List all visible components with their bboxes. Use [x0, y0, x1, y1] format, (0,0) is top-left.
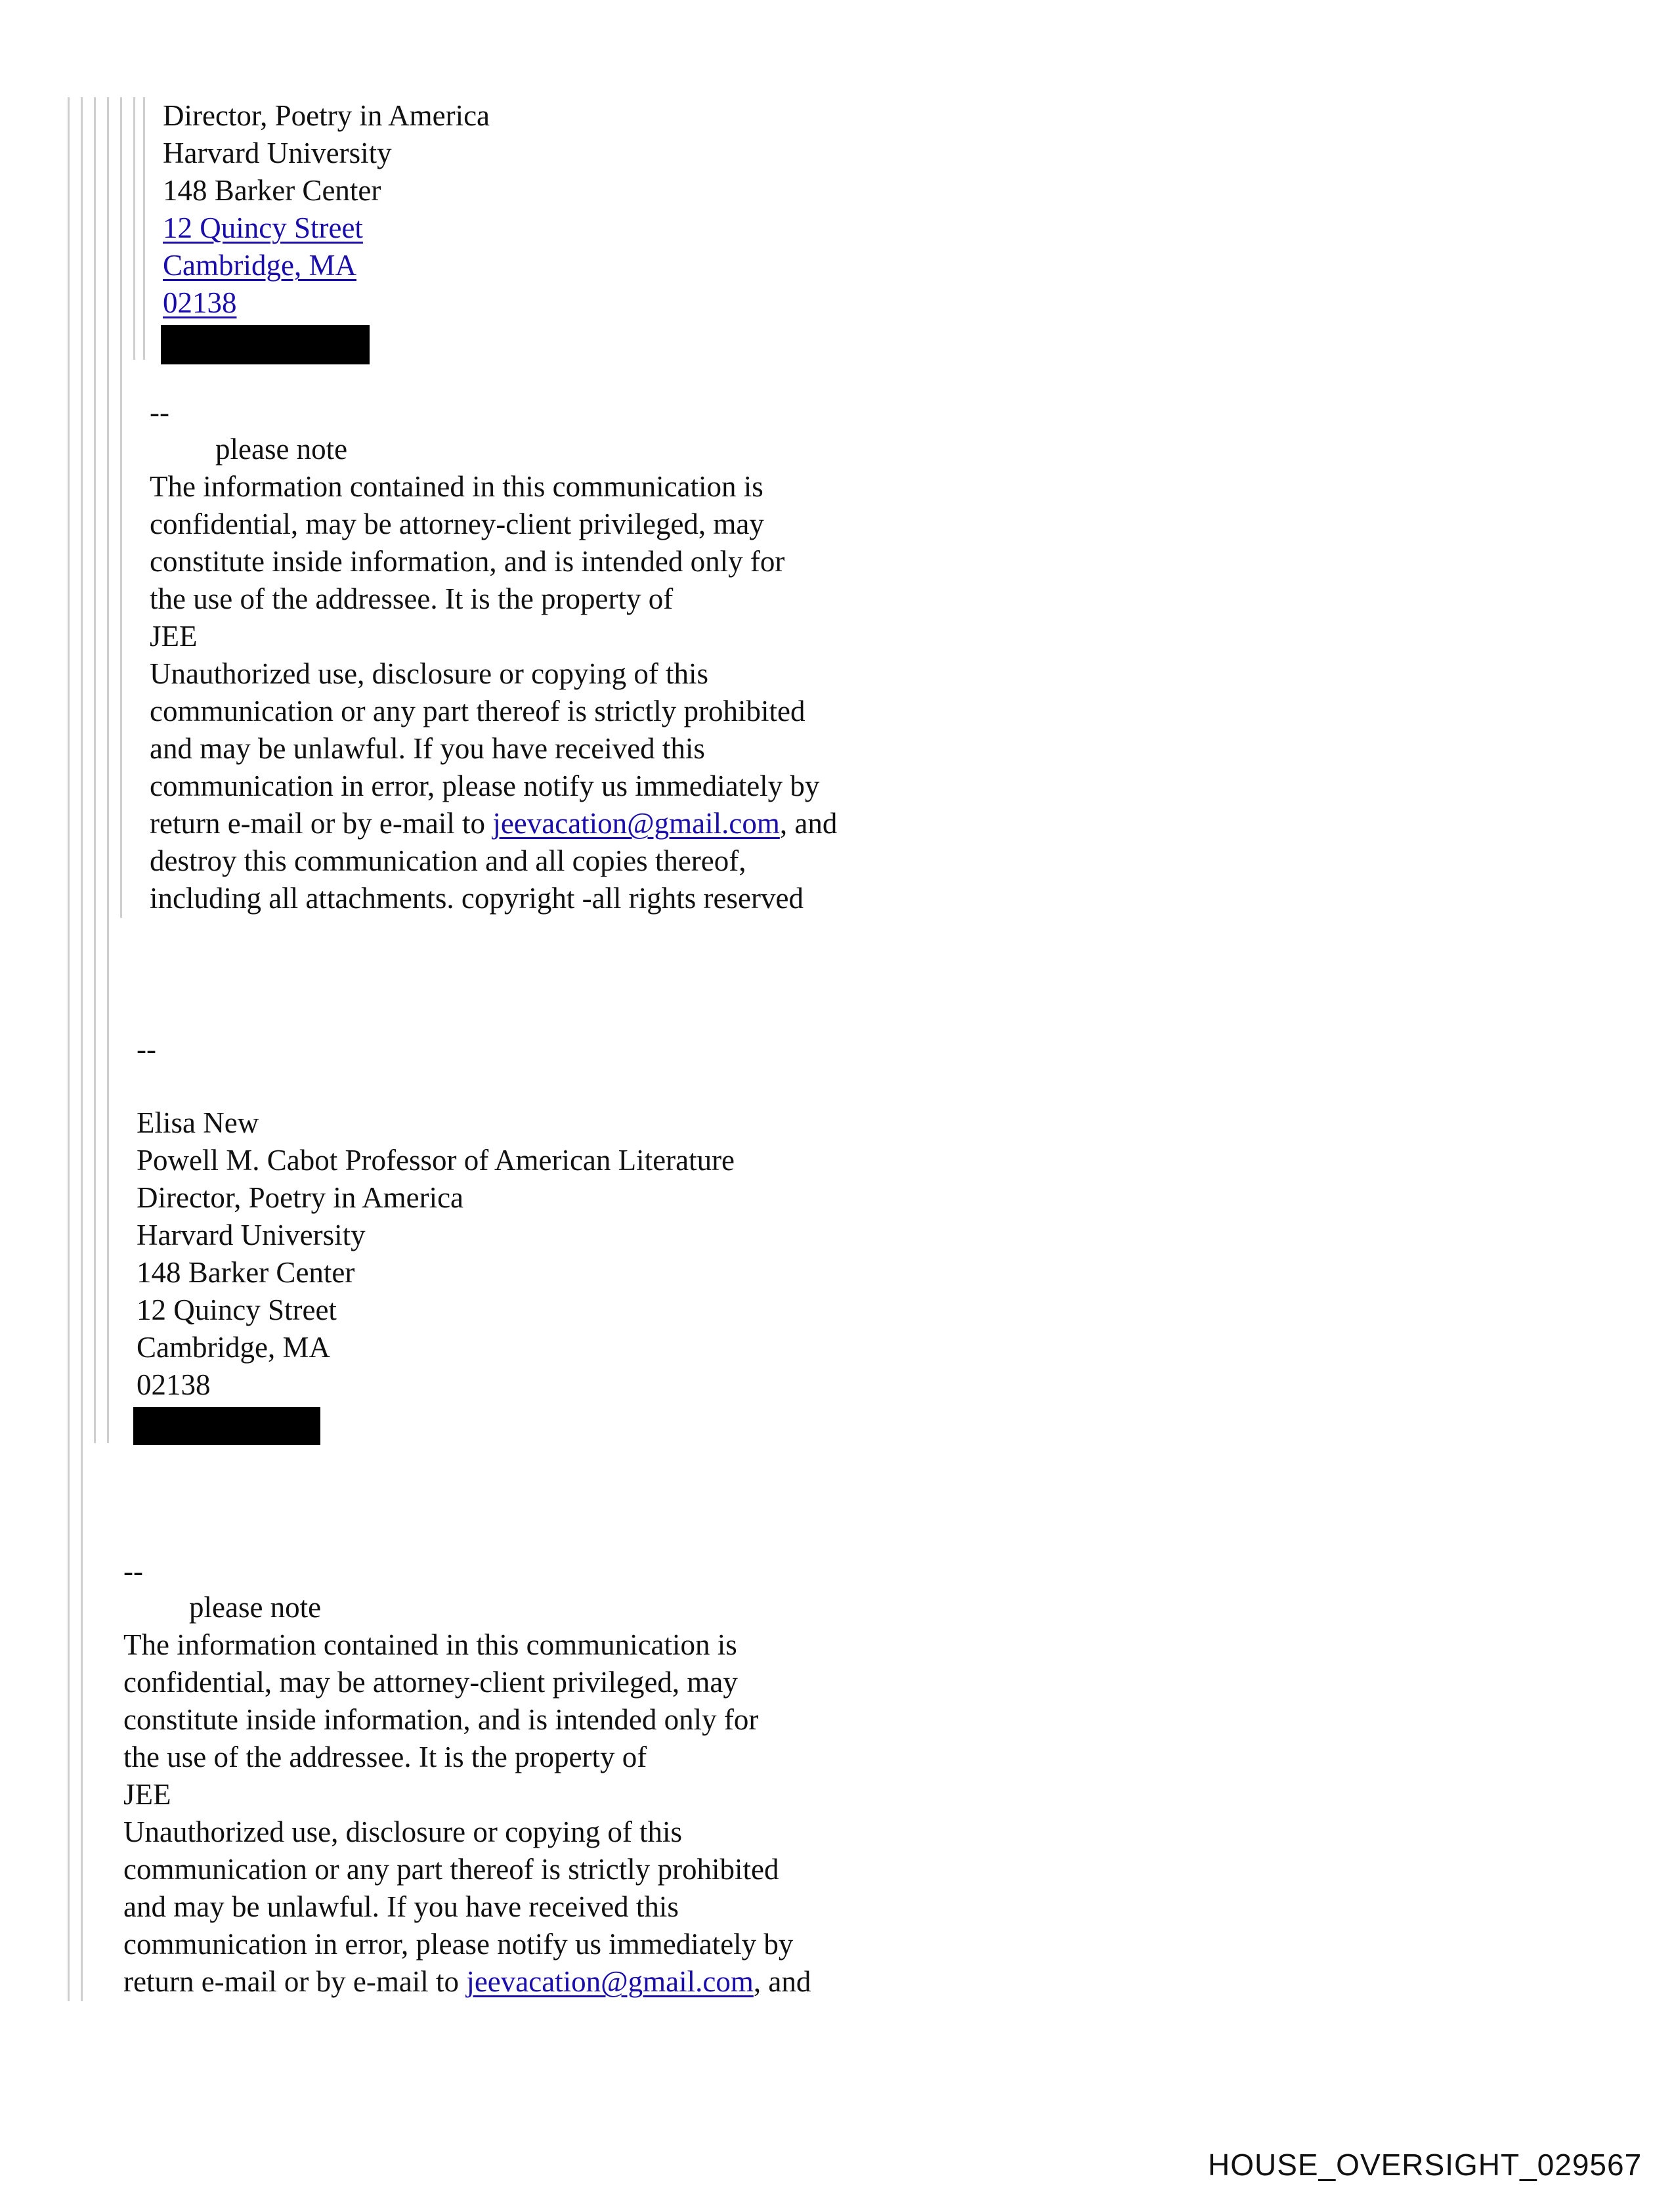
quote-bar-inner-2: [133, 97, 135, 360]
signature-institution: Harvard University: [163, 137, 392, 169]
disclaimer-line: JEE: [123, 1778, 171, 1811]
disclaimer-line: communication in error, please notify us immediately by: [123, 1928, 794, 1961]
disclaimer-line: including all attachments. copyright -all rights reserved: [150, 882, 804, 915]
signature-city: Cambridge, MA: [137, 1331, 330, 1364]
disclaimer-line: destroy this communication and all copies thereof,: [150, 844, 746, 877]
disclaimer-line: and may be unlawful. If you have received this: [123, 1890, 679, 1923]
disclaimer-line: The information contained in this communication is: [150, 470, 763, 503]
disclaimer-line: constitute inside information, and is intended only for: [150, 545, 785, 578]
disclaimer-line: constitute inside information, and is intended only for: [123, 1703, 759, 1736]
disclaimer-text: , and: [753, 1965, 811, 1998]
signature-separator: --: [137, 1033, 156, 1066]
redaction-box: [133, 1407, 320, 1445]
disclaimer-line-email: [123, 1963, 811, 2001]
disclaimer-line-email: [150, 805, 837, 842]
disclaimer-line: confidential, may be attorney-client privileged, may: [150, 508, 764, 540]
disclaimer-line: The information contained in this communication is: [123, 1628, 737, 1661]
email-link[interactable]: jeevacation@gmail.com: [466, 1965, 754, 1998]
disclaimer-line: JEE: [150, 620, 198, 653]
signature-role: Director, Poetry in America: [137, 1181, 464, 1214]
street-link[interactable]: 12 Quincy Street: [163, 211, 363, 244]
disclaimer-text: return e-mail or by e-mail to: [123, 1965, 467, 1998]
disclaimer-line: Unauthorized use, disclosure or copying of this: [123, 1815, 683, 1848]
signature-zip: 02138: [137, 1368, 211, 1401]
disclaimer-line: Unauthorized use, disclosure or copying of this: [150, 657, 709, 690]
disclaimer-text: return e-mail or by e-mail to: [150, 807, 493, 840]
disclaimer-line: the use of the addressee. It is the property of: [150, 582, 674, 615]
disclaimer-line: confidential, may be attorney-client privileged, may: [123, 1666, 738, 1699]
signature-building: 148 Barker Center: [163, 174, 381, 207]
email-link[interactable]: jeevacation@gmail.com: [492, 807, 780, 840]
disclaimer-heading: please note: [215, 433, 348, 466]
disclaimer-line: communication or any part thereof is strictly prohibited: [150, 695, 805, 727]
disclaimer-text: , and: [779, 807, 838, 840]
quote-bar-outer-1: [68, 97, 70, 2001]
disclaimer-line: the use of the addressee. It is the property of: [123, 1741, 647, 1773]
disclaimer-line: communication or any part thereof is strictly prohibited: [123, 1853, 779, 1886]
signature-name: Elisa New: [137, 1106, 259, 1139]
quote-bar-inner-3: [143, 97, 145, 360]
disclaimer-line: communication in error, please notify us immediately by: [150, 770, 820, 802]
signature-street: 12 Quincy Street: [137, 1293, 337, 1326]
signature-role: Director, Poetry in America: [163, 99, 490, 132]
disclaimer-line: and may be unlawful. If you have received this: [150, 732, 705, 765]
quote-bar-mid-2: [107, 97, 109, 1443]
bates-number: HOUSE_OVERSIGHT_029567: [1208, 2148, 1642, 2182]
signature-title: Powell M. Cabot Professor of American Literature: [137, 1144, 735, 1177]
quote-bar-inner-1: [120, 97, 122, 918]
quote-bar-outer-2: [81, 97, 83, 2001]
signature-institution: Harvard University: [137, 1219, 366, 1251]
zip-link[interactable]: 02138: [163, 286, 237, 319]
signature-building: 148 Barker Center: [137, 1256, 355, 1289]
disclaimer-heading: please note: [189, 1591, 322, 1624]
quote-bar-mid-1: [94, 97, 96, 1443]
signature-separator: --: [123, 1555, 143, 1588]
redaction-box: [161, 325, 370, 364]
signature-separator: --: [150, 396, 169, 429]
city-link[interactable]: Cambridge, MA: [163, 249, 356, 282]
